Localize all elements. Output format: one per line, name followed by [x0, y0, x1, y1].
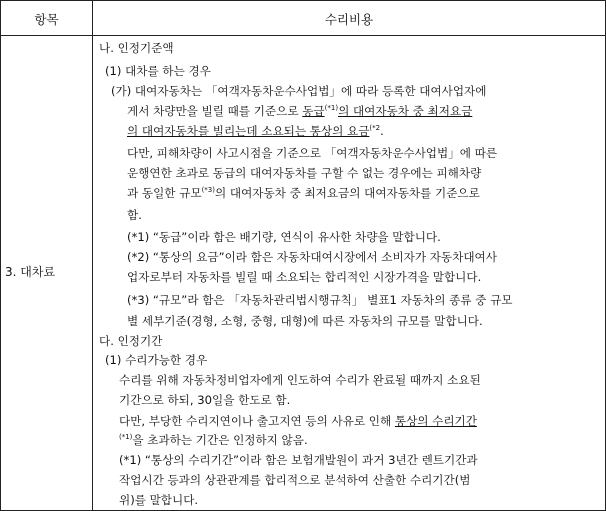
clause-text: 을 초과하는 기간은 인정하지 않음. — [132, 433, 308, 447]
clause-text: 게서 차량만을 빌릴 때를 기준으로 — [127, 104, 303, 118]
clause-text: 다만, 피해차량이 사고시점을 기준으로 「여객자동차운수사업법」에 따른 — [127, 146, 498, 160]
clause-line — [119, 472, 470, 488]
clause-line — [119, 413, 477, 429]
clause-text: (1) 수리가능한 경우 — [105, 353, 208, 367]
clause-line — [127, 292, 512, 308]
clause-line — [127, 165, 481, 181]
footnote-ref: (*2 — [369, 124, 381, 132]
clause-text: 의 대여자동차 중 최저요금 — [338, 104, 473, 118]
clause-text: (*1) “동급”이라 함은 배기량, 연식이 유사한 차량을 말합니다. — [127, 230, 441, 244]
clause-line — [119, 492, 198, 508]
clause-text: . — [380, 124, 384, 138]
clause-line — [127, 269, 481, 285]
clause-text: 과 동일한 규모 — [127, 186, 202, 200]
clause-line — [127, 103, 472, 119]
clause-text: 기간으로 하되, 30일을 한도로 함. — [119, 393, 291, 407]
clause-line — [119, 452, 478, 468]
clause-line — [99, 333, 162, 349]
clause-text: (가) 대여자동차는 「여객자동차운수사업법」에 따라 등록한 대여사업자에 — [111, 84, 487, 98]
clause-line — [105, 63, 211, 79]
clause-text: (*1) “통상의 수리기간”이라 함은 보험개발원이 과거 3년간 렌트기간과 — [119, 453, 478, 467]
clause-text: 의 대여자동차 중 최저요금의 대여자동차를 기준으로 — [215, 186, 480, 200]
clause-line — [127, 185, 480, 201]
clause-line — [127, 145, 497, 161]
clause-text: (1) 대차를 하는 경우 — [105, 64, 211, 78]
clause-line — [105, 352, 207, 368]
clause-text: (*3) “규모”라 함은 「자동차관리법시행규칙」 별표1 자동차의 종류 중 규모 — [127, 293, 513, 307]
clause-line — [119, 392, 290, 408]
clause-text: (*2) “통상의 요금”이라 함은 자동차대여시장에서 소비자가 자동차대여사 — [127, 250, 497, 264]
category-label: 3. 대차료 — [5, 265, 56, 279]
clause-line — [111, 83, 486, 99]
clause-body — [93, 36, 603, 510]
footnote-ref: (*3) — [201, 186, 215, 194]
clause-line — [119, 432, 308, 448]
clause-line — [127, 313, 483, 329]
clause-text: 별 세부기준(경형, 소형, 중형, 대형)에 따른 자동차의 규모를 말합니다. — [127, 314, 483, 328]
clause-text: 함. — [127, 208, 142, 222]
clause-line — [127, 207, 142, 223]
clause-text: 동급 — [302, 104, 325, 118]
clause-line — [127, 229, 441, 245]
clause-line — [119, 372, 481, 388]
clause-text: 운행연한 초과로 동급의 대여자동차를 구할 수 없는 경우에는 피해차량 — [127, 166, 482, 180]
clause-text: 다만, 부당한 수리지연이나 출고지연 등의 사유로 인해 — [119, 414, 395, 428]
header-repair-cost: 수리비용 — [324, 12, 374, 27]
footnote-ref: (*1) — [324, 104, 339, 112]
header-item: 항목 — [34, 12, 59, 27]
clause-text: 업자로부터 자동차를 빌릴 때 소요되는 합리적인 시장가격을 말합니다. — [127, 270, 482, 284]
clause-text: 수리를 위해 자동차정비업자에게 인도하여 수리가 완료될 때까지 소요된 — [119, 373, 481, 387]
clause-text: 통상의 수리기간 — [394, 414, 477, 428]
clause-line — [127, 249, 497, 265]
clause-line — [127, 123, 384, 139]
clause-text: 위)를 말합니다. — [119, 493, 199, 507]
clause-text: 다. 인정기간 — [99, 334, 163, 348]
footnote-ref: (*1) — [119, 433, 133, 441]
clause-line — [99, 40, 174, 56]
clause-text: 나. 인정기준액 — [99, 41, 174, 55]
clause-text: 의 대여자동차를 빌리는데 소요되는 통상의 요금 — [127, 124, 370, 138]
clause-text: 작업시간 등과의 상관관계를 합리적으로 분석하여 산출한 수리기간(범 — [119, 473, 471, 487]
